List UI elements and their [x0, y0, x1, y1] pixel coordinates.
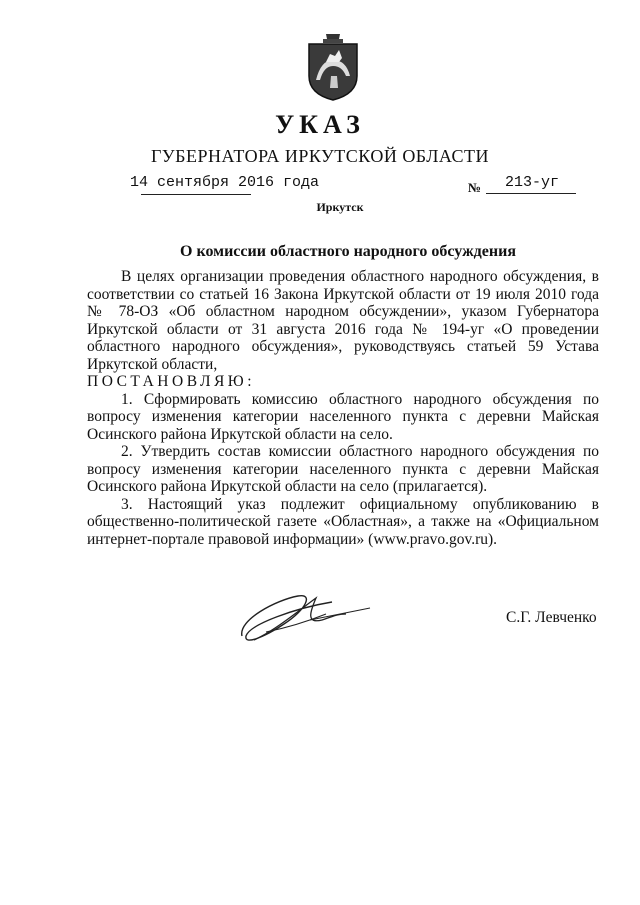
number-sign: №	[468, 180, 482, 195]
document-subtitle: ГУБЕРНАТОРА ИРКУТСКОЙ ОБЛАСТИ	[150, 146, 490, 166]
number-underline	[486, 193, 576, 194]
document-city: Иркутск	[316, 200, 364, 214]
irkutsk-coat-of-arms-icon	[306, 32, 360, 102]
handwritten-signature-icon	[236, 580, 376, 650]
document-number: 213-уг	[505, 174, 560, 191]
date-underline	[141, 194, 251, 195]
document-heading: О комиссии областного народного обсуждения	[180, 243, 516, 260]
list-item: 1. Сформировать комиссию областного народного обсуждения по вопросу изменения категории населенного пункта с деревни Майская Осинского района Иркутской области на село.	[87, 390, 599, 443]
document-body	[87, 268, 599, 548]
decree-word: ПОСТАНОВЛЯЮ:	[87, 373, 256, 390]
list-item: 2. Утвердить состав комиссии областного народного обсуждения по вопросу изменения категории населенного пункта с деревни Майская Осинского района Иркутской области на село (прилагается).	[87, 443, 599, 495]
document-title: УКАЗ	[275, 110, 365, 139]
signer-name: С.Г. Левченко	[506, 609, 597, 626]
list-item: 3. Настоящий указ подлежит официальному опубликованию в общественно-политической газете «Областная», а также на «Официальном интернет-портале правовой информации» (www.pravo.gov.ru).	[87, 495, 599, 548]
document-date: 14 сентября 2016 года	[130, 174, 320, 191]
preamble-paragraph: В целях организации проведения областного народного обсуждения, в соответствии со статьей 16 Закона Иркутской области от 19 июля 2010 года № 78-ОЗ «Об областном народном обсуждении», указом Губернатора Иркутской области от 31 августа 2016 года № 194-уг «О проведении областного народного обсуждения», руководствуясь статьей 59 Устава Иркутской области,	[87, 268, 599, 373]
